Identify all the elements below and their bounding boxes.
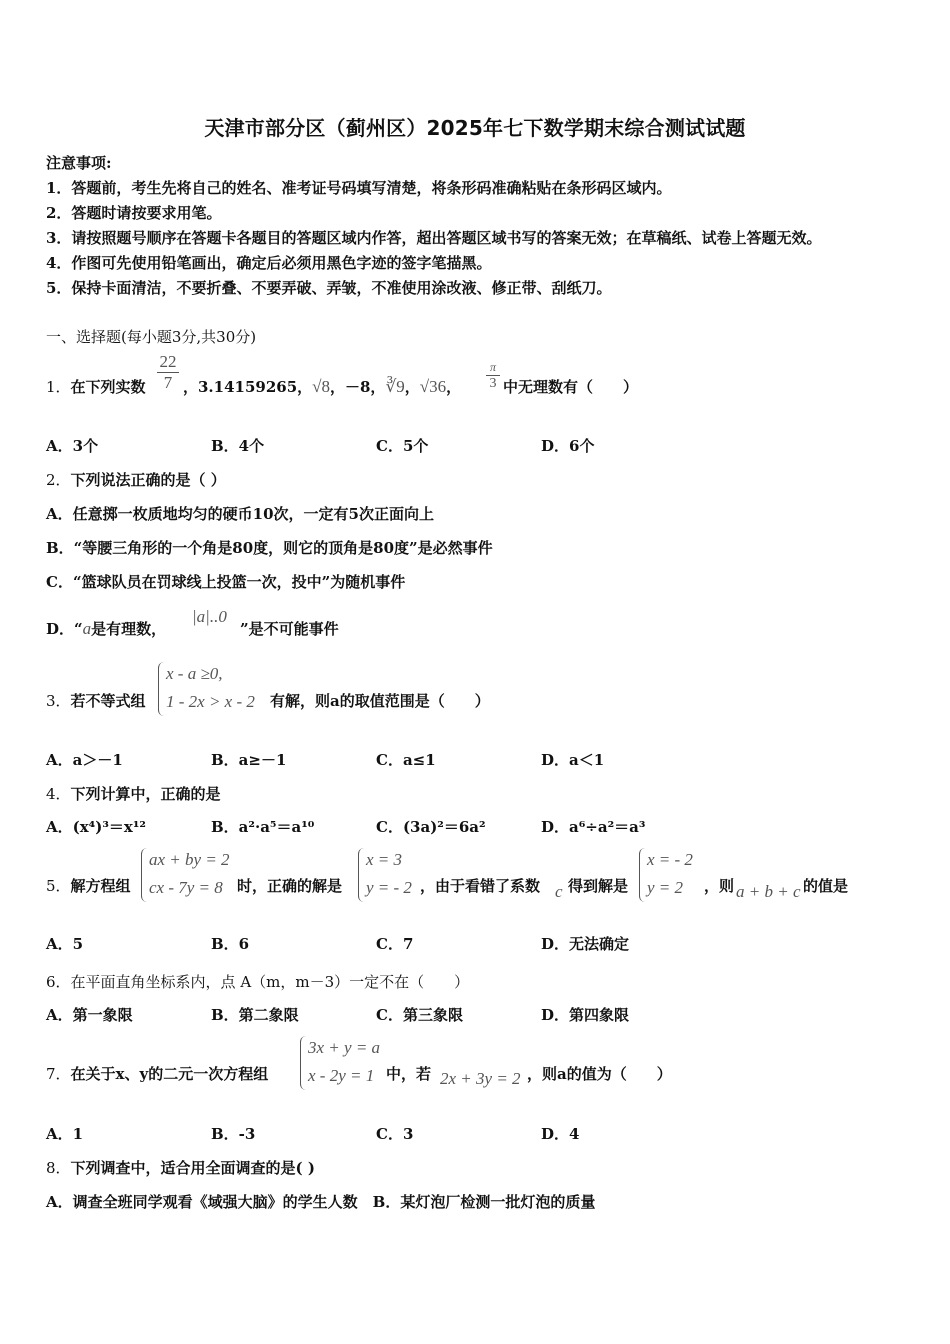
q6-option-b: B．第二象限 [211,1006,299,1024]
notice-heading: 注意事项: [46,154,112,172]
q5-mid2-text: ，由于看错了系数 [420,877,541,895]
q1-pi-denominator: 3 [489,376,497,391]
q5-post [803,875,848,896]
q8-option-ab: A．调查全班同学观看《域强大脑》的学生人数 B．某灯泡厂检测一批灯泡的质量 [46,1193,596,1211]
q4-number: 4． [46,785,71,803]
q4-option-a: A．(x⁴)³＝x¹² [46,818,146,836]
q1-number: 1． [46,378,71,396]
q5-system-2 [358,848,418,904]
q3-inequality-system [158,662,270,718]
q2-d-post: ”是不可能事件 [240,620,339,638]
q2-option-b: B．“等腰三角形的一个角是80度，则它的顶角是80度”是必然事件 [46,539,493,557]
question-5 [46,875,131,896]
q8-text: 下列调查中，适合用全面调查的是( ) [70,1159,315,1177]
q1-cbrt9: ∛9 [385,377,405,396]
q5-system-3 [639,848,703,904]
q3-option-c: C．a≤1 [376,751,436,769]
question-7 [46,1063,268,1084]
q3-option-a: A．a＞－1 [46,751,123,769]
q5-post-text: 的值是 [803,877,849,895]
q4-option-c: C．(3a)²＝6a² [376,818,486,836]
q7-condition [440,1069,521,1089]
q1-sep2: ，－8， [330,378,386,396]
q1-sep4: ， [446,378,462,396]
q1-frac-numerator: 22 [159,352,177,371]
q3-post-text: 有解，则a的取值范围是（ ） [270,692,490,710]
q2-option-a: A．任意掷一枚质地均匀的硬币10次，一定有5次正面向上 [46,505,434,523]
q2-text: 下列说法正确的是（ ） [70,471,226,489]
q7-row-1: 3x + y = a [308,1038,381,1057]
q2-d-a: a [82,619,92,638]
q1-option-b: B．4个 [211,437,265,455]
q5-system-1 [141,848,237,904]
q3-row-2: 1 - 2x > x - 2 [166,692,255,711]
q2-option-c: C．“篮球队员在罚球线上投篮一次，投中”为随机事件 [46,573,406,591]
q1-sqrt8: √8 [312,377,330,396]
q7-condition-text: 2x + 3y = 2 [440,1069,521,1088]
q7-post [527,1063,672,1084]
q7-equation-system [300,1036,386,1092]
q3-brace [158,662,165,716]
q3-post [270,690,490,711]
q1-sep3: ， [404,378,420,396]
q6-option-c: C．第三象限 [376,1006,463,1024]
q2-option-d [46,618,166,639]
q7-mid [386,1063,431,1084]
q1-pi-numerator: π [489,360,496,374]
q1-option-c: C．5个 [376,437,429,455]
q2-d-math [192,607,227,627]
q7-option-a: A．1 [46,1125,84,1143]
notice-item-5: 5．保持卡面清洁，不要折叠、不要弄破、弄皱，不准使用涂改液、修正带、刮纸刀。 [46,279,612,297]
q3-pre: 若不等式组 [70,692,146,710]
question-1-list [183,376,461,397]
q5-sys2-row-1: x = 3 [366,850,403,869]
notice-item-2: 2．答题时请按要求用笔。 [46,204,222,222]
q5-sys2-brace [358,848,365,902]
q7-option-d: D．4 [541,1125,580,1143]
q3-option-b: B．a≥－1 [211,751,287,769]
q5-option-d: D．无法确定 [541,935,630,953]
q7-brace [300,1036,307,1090]
q5-mid3 [568,875,628,896]
q1-fraction-pi-3 [486,360,500,392]
q5-option-b: B．6 [211,935,250,953]
q5-number: 5． [46,877,71,895]
q5-mid1-text: 时，正确的解是 [237,877,343,895]
q5-option-c: C．7 [376,935,414,953]
q7-number: 7． [46,1065,71,1083]
q1-fraction-22-7 [157,352,179,393]
q5-sys3-row-1: x = - 2 [647,850,693,869]
notice-item-3: 3．请按照题号顺序在答题卡各题目的答题区域内作答，超出答题区域书写的答案无效；在草稿纸、试卷上答题无效。 [46,229,822,247]
q1-post-text: 中无理数有（ ） [503,378,639,396]
notice-item-4: 4．作图可先使用铅笔画出，确定后必须用黑色字迹的签字笔描黑。 [46,254,492,272]
question-6 [46,971,469,992]
q4-option-b: B．a²·a⁵＝a¹⁰ [211,818,315,836]
q7-row-2: x - 2y = 1 [308,1066,375,1085]
q1-sqrt36: √36 [419,377,447,396]
q1-sep1: ，3.14159265， [183,378,313,396]
q5-mid1 [237,875,342,896]
q2-d-mid: 是有理数， [91,620,167,638]
question-2 [46,469,226,490]
q4-option-d: D．a⁶÷a²＝a³ [541,818,646,836]
question-3 [46,690,146,711]
page-title: 天津市部分区（蓟州区）2025年七下数学期末综合测试试题 [204,116,746,140]
q5-coef-c: c [555,882,563,901]
q5-mid4-text: ，则 [704,877,735,895]
q1-option-d: D．6个 [541,437,595,455]
q5-sys2-row-2: y = - 2 [366,878,412,897]
q2-d-pre: D．“ [46,620,83,638]
notice-item-1: 1．答题前，考生先将自己的姓名、准考证号码填写清楚，将条形码准确粘贴在条形码区域内。 [46,179,672,197]
q5-mid2 [420,875,540,896]
q7-mid-text: 中，若 [386,1065,432,1083]
q1-pre: 在下列实数 [70,378,146,396]
q6-text: 在平面直角坐标系内，点 A（m，m－3）一定不在（ ） [70,973,470,991]
q1-option-a: A．3个 [46,437,99,455]
q1-post [503,376,638,397]
q7-option-c: C．3 [376,1125,414,1143]
q8-number: 8． [46,1159,71,1177]
q5-expr [736,882,801,902]
q5-option-a: A．5 [46,935,84,953]
q2-number: 2． [46,471,71,489]
q5-sys3-brace [639,848,646,902]
q6-number: 6． [46,973,71,991]
question-8 [46,1157,315,1178]
q5-pre: 解方程组 [70,877,131,895]
q4-text: 下列计算中，正确的是 [70,785,221,803]
q5-expr-text: a + b + c [736,882,801,901]
q2-d-abs-expr: |a|..0 [192,607,227,626]
q3-number: 3． [46,692,71,710]
q6-option-d: D．第四象限 [541,1006,630,1024]
q3-option-d: D．a＜1 [541,751,605,769]
q3-row-1: x - a ≥0, [166,664,223,683]
question-1 [46,376,146,397]
q5-mid4 [704,875,734,896]
q7-post-text: ，则a的值为（ ） [527,1065,672,1083]
q5-sys3-row-2: y = 2 [647,878,684,897]
q7-option-b: B．-3 [211,1125,256,1143]
q1-frac-denominator: 7 [163,373,173,392]
q5-sys1-brace [141,848,148,902]
q5-sys1-row-1: ax + by = 2 [149,850,230,869]
q5-coef [555,882,563,902]
section-heading: 一、选择题(每小题3分,共30分) [46,328,257,346]
q5-sys1-row-2: cx - 7y = 8 [149,878,223,897]
q5-mid3-text: 得到解是 [568,877,629,895]
q7-pre: 在关于x、y的二元一次方程组 [70,1065,269,1083]
question-4 [46,783,221,804]
q6-option-a: A．第一象限 [46,1006,133,1024]
